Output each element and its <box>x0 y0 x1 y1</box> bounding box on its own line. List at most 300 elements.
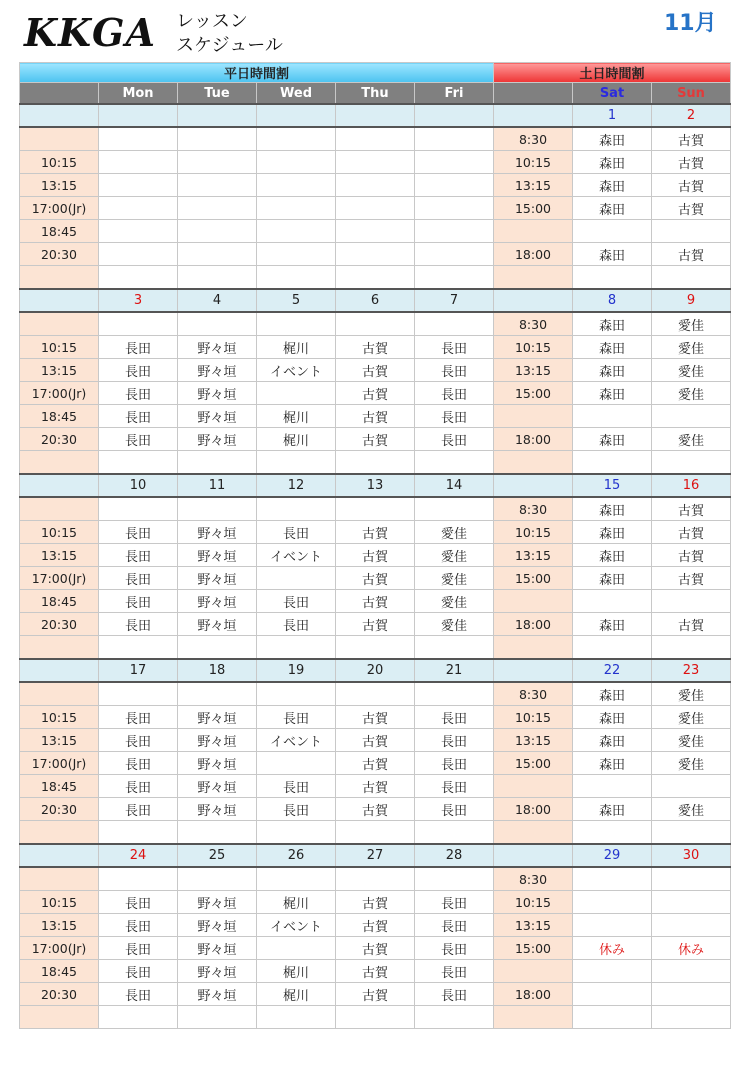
subtitle-line-2: スケジュール <box>176 35 283 56</box>
weekday-time-cell: 10:15 <box>20 336 99 359</box>
weekend-time-cell <box>494 590 573 613</box>
day-of-week-row <box>20 83 731 105</box>
time-slot-row <box>20 891 731 914</box>
instructor-cell <box>336 127 415 151</box>
weekend-time-cell <box>494 636 573 660</box>
weekend-time-cell: 8:30 <box>494 127 573 151</box>
weekend-time-cell <box>494 220 573 243</box>
dow-mon: Mon <box>99 83 178 105</box>
time-slot-row <box>20 220 731 243</box>
sun-instructor-cell <box>652 867 731 891</box>
sat-instructor-cell: 森田 <box>573 567 652 590</box>
weekend-time-cell: 10:15 <box>494 151 573 174</box>
sun-instructor-cell <box>652 636 731 660</box>
instructor-cell <box>178 636 257 660</box>
instructor-cell: 野々垣 <box>178 729 257 752</box>
time-slot-row <box>20 151 731 174</box>
sun-instructor-cell <box>652 891 731 914</box>
instructor-cell <box>257 821 336 845</box>
sun-instructor-cell: 愛佳 <box>652 682 731 706</box>
instructor-cell: 長田 <box>257 521 336 544</box>
sun-instructor-cell: 古賀 <box>652 497 731 521</box>
instructor-cell: 長田 <box>415 729 494 752</box>
date-cell: 17 <box>99 659 178 682</box>
weekend-time-cell: 8:30 <box>494 867 573 891</box>
weekday-time-cell: 18:45 <box>20 960 99 983</box>
sun-instructor-cell: 愛佳 <box>652 798 731 821</box>
date-cell: 30 <box>652 844 731 867</box>
instructor-cell <box>99 497 178 521</box>
sun-instructor-cell: 古賀 <box>652 243 731 266</box>
instructor-cell: 野々垣 <box>178 590 257 613</box>
schedule-title <box>176 10 283 58</box>
instructor-cell <box>336 867 415 891</box>
sat-instructor-cell: 森田 <box>573 197 652 220</box>
date-cell: 11 <box>178 474 257 497</box>
sun-instructor-cell <box>652 451 731 475</box>
instructor-cell: 梶川 <box>257 405 336 428</box>
time-slot-row <box>20 312 731 336</box>
instructor-cell: 古賀 <box>336 567 415 590</box>
instructor-cell: 野々垣 <box>178 983 257 1006</box>
instructor-cell <box>336 243 415 266</box>
instructor-cell <box>336 220 415 243</box>
weekend-time-cell: 15:00 <box>494 197 573 220</box>
date-cell <box>494 289 573 312</box>
instructor-cell: 長田 <box>99 405 178 428</box>
instructor-cell: 野々垣 <box>178 775 257 798</box>
time-slot-row <box>20 775 731 798</box>
weekend-time-cell: 15:00 <box>494 937 573 960</box>
date-cell <box>494 844 573 867</box>
instructor-cell <box>415 243 494 266</box>
sat-instructor-cell: 森田 <box>573 682 652 706</box>
instructor-cell: 長田 <box>99 937 178 960</box>
sat-instructor-cell: 森田 <box>573 798 652 821</box>
sat-instructor-cell <box>573 775 652 798</box>
instructor-cell <box>178 867 257 891</box>
instructor-cell: 愛佳 <box>415 590 494 613</box>
instructor-cell <box>178 1006 257 1029</box>
instructor-cell: 長田 <box>99 521 178 544</box>
instructor-cell <box>257 197 336 220</box>
instructor-cell: 野々垣 <box>178 937 257 960</box>
weekend-time-cell: 10:15 <box>494 336 573 359</box>
instructor-cell: 古賀 <box>336 983 415 1006</box>
instructor-cell <box>99 174 178 197</box>
dow-fri: Fri <box>415 83 494 105</box>
instructor-cell: 長田 <box>99 613 178 636</box>
instructor-cell: 野々垣 <box>178 613 257 636</box>
weekend-time-cell: 13:15 <box>494 914 573 937</box>
sun-instructor-cell: 休み <box>652 937 731 960</box>
time-slot-row <box>20 451 731 475</box>
instructor-cell: 野々垣 <box>178 428 257 451</box>
sat-instructor-cell <box>573 983 652 1006</box>
instructor-cell: 古賀 <box>336 590 415 613</box>
date-cell: 24 <box>99 844 178 867</box>
instructor-cell: 野々垣 <box>178 567 257 590</box>
instructor-cell <box>415 682 494 706</box>
instructor-cell: 長田 <box>415 405 494 428</box>
sat-instructor-cell: 森田 <box>573 613 652 636</box>
sun-instructor-cell: 愛佳 <box>652 752 731 775</box>
sat-instructor-cell: 森田 <box>573 706 652 729</box>
weekday-time-cell <box>20 451 99 475</box>
date-cell <box>178 104 257 127</box>
date-cell <box>99 104 178 127</box>
instructor-cell: 古賀 <box>336 428 415 451</box>
instructor-cell: 古賀 <box>336 359 415 382</box>
sun-instructor-cell: 愛佳 <box>652 359 731 382</box>
instructor-cell: 長田 <box>415 382 494 405</box>
instructor-cell <box>415 497 494 521</box>
date-cell: 23 <box>652 659 731 682</box>
dow-tue: Tue <box>178 83 257 105</box>
sat-instructor-cell <box>573 914 652 937</box>
sun-instructor-cell: 愛佳 <box>652 428 731 451</box>
sat-instructor-cell: 森田 <box>573 382 652 405</box>
sat-instructor-cell: 森田 <box>573 127 652 151</box>
instructor-cell: イベント <box>257 544 336 567</box>
weekday-time-cell: 10:15 <box>20 521 99 544</box>
date-cell: 16 <box>652 474 731 497</box>
time-slot-row <box>20 914 731 937</box>
weekday-time-cell <box>20 1006 99 1029</box>
weekday-time-cell: 18:45 <box>20 590 99 613</box>
time-slot-row <box>20 960 731 983</box>
weekend-time-cell: 15:00 <box>494 382 573 405</box>
instructor-cell: 古賀 <box>336 706 415 729</box>
instructor-cell: 野々垣 <box>178 359 257 382</box>
dow-thu: Thu <box>336 83 415 105</box>
instructor-cell <box>336 821 415 845</box>
weekday-time-cell: 18:45 <box>20 405 99 428</box>
weekday-time-cell <box>20 867 99 891</box>
date-cell: 19 <box>257 659 336 682</box>
time-slot-row <box>20 798 731 821</box>
weekend-time-cell <box>494 1006 573 1029</box>
sun-instructor-cell <box>652 775 731 798</box>
instructor-cell: 長田 <box>99 359 178 382</box>
kkga-logo: KKGA <box>24 10 156 55</box>
instructor-cell: イベント <box>257 729 336 752</box>
weekday-time-cell <box>20 497 99 521</box>
instructor-cell: 長田 <box>99 775 178 798</box>
instructor-cell: 長田 <box>415 706 494 729</box>
date-row-blank <box>20 289 99 312</box>
date-cell: 15 <box>573 474 652 497</box>
date-cell: 22 <box>573 659 652 682</box>
time-slot-row <box>20 613 731 636</box>
weekend-time-cell <box>494 775 573 798</box>
instructor-cell <box>257 243 336 266</box>
instructor-cell <box>257 867 336 891</box>
instructor-cell: 古賀 <box>336 382 415 405</box>
instructor-cell <box>178 497 257 521</box>
date-cell <box>494 474 573 497</box>
weekday-time-cell: 10:15 <box>20 151 99 174</box>
weekend-time-cell: 13:15 <box>494 174 573 197</box>
weekday-time-cell <box>20 127 99 151</box>
instructor-cell <box>257 752 336 775</box>
sat-instructor-cell: 森田 <box>573 359 652 382</box>
weekend-time-cell: 10:15 <box>494 521 573 544</box>
sat-instructor-cell: 森田 <box>573 174 652 197</box>
weekday-time-cell: 10:15 <box>20 891 99 914</box>
instructor-cell: 長田 <box>99 983 178 1006</box>
weekday-time-cell: 20:30 <box>20 428 99 451</box>
instructor-cell: 長田 <box>257 775 336 798</box>
sun-instructor-cell <box>652 1006 731 1029</box>
instructor-cell <box>99 151 178 174</box>
instructor-cell <box>257 174 336 197</box>
instructor-cell <box>99 243 178 266</box>
time-slot-row <box>20 243 731 266</box>
instructor-cell <box>99 127 178 151</box>
instructor-cell <box>178 127 257 151</box>
instructor-cell <box>178 197 257 220</box>
date-cell <box>494 104 573 127</box>
sun-instructor-cell: 愛佳 <box>652 382 731 405</box>
instructor-cell <box>415 867 494 891</box>
instructor-cell <box>415 197 494 220</box>
date-cell: 29 <box>573 844 652 867</box>
sun-instructor-cell: 古賀 <box>652 544 731 567</box>
time-slot-row <box>20 405 731 428</box>
date-row <box>20 474 731 497</box>
date-cell: 10 <box>99 474 178 497</box>
time-slot-row <box>20 382 731 405</box>
instructor-cell: 長田 <box>415 428 494 451</box>
instructor-cell: 長田 <box>99 544 178 567</box>
sat-instructor-cell: 森田 <box>573 151 652 174</box>
instructor-cell: 古賀 <box>336 405 415 428</box>
instructor-cell: 長田 <box>415 914 494 937</box>
time-slot-row <box>20 937 731 960</box>
instructor-cell <box>178 682 257 706</box>
date-cell <box>257 104 336 127</box>
instructor-cell: 長田 <box>257 590 336 613</box>
instructor-cell: 古賀 <box>336 729 415 752</box>
instructor-cell: 長田 <box>99 382 178 405</box>
date-cell: 7 <box>415 289 494 312</box>
instructor-cell <box>257 567 336 590</box>
sun-instructor-cell: 古賀 <box>652 521 731 544</box>
time-slot-row <box>20 359 731 382</box>
schedule-body <box>20 104 731 1029</box>
instructor-cell <box>99 636 178 660</box>
date-row <box>20 844 731 867</box>
instructor-cell <box>257 220 336 243</box>
weekday-time-cell <box>20 312 99 336</box>
instructor-cell: 長田 <box>415 336 494 359</box>
time-slot-row <box>20 266 731 290</box>
weekday-time-cell: 17:00(Jr) <box>20 197 99 220</box>
instructor-cell <box>99 1006 178 1029</box>
date-cell <box>494 659 573 682</box>
sun-instructor-cell <box>652 983 731 1006</box>
date-cell: 4 <box>178 289 257 312</box>
sat-instructor-cell: 森田 <box>573 544 652 567</box>
sat-instructor-cell: 森田 <box>573 243 652 266</box>
weekday-time-cell: 20:30 <box>20 798 99 821</box>
time-slot-row <box>20 1006 731 1029</box>
instructor-cell: 古賀 <box>336 937 415 960</box>
sun-instructor-cell <box>652 266 731 290</box>
date-cell: 9 <box>652 289 731 312</box>
time-slot-row <box>20 706 731 729</box>
weekday-time-cell: 20:30 <box>20 983 99 1006</box>
instructor-cell <box>257 682 336 706</box>
sat-instructor-cell <box>573 590 652 613</box>
time-slot-row <box>20 521 731 544</box>
weekday-time-cell: 13:15 <box>20 174 99 197</box>
instructor-cell: 長田 <box>99 428 178 451</box>
weekday-time-cell <box>20 636 99 660</box>
instructor-cell <box>336 312 415 336</box>
instructor-cell: 古賀 <box>336 544 415 567</box>
page-header <box>0 0 750 62</box>
date-cell: 14 <box>415 474 494 497</box>
date-row <box>20 659 731 682</box>
sun-instructor-cell <box>652 821 731 845</box>
sun-instructor-cell <box>652 405 731 428</box>
instructor-cell <box>99 312 178 336</box>
instructor-cell: 古賀 <box>336 775 415 798</box>
time-slot-row <box>20 336 731 359</box>
instructor-cell <box>178 151 257 174</box>
instructor-cell <box>178 174 257 197</box>
date-row-blank <box>20 474 99 497</box>
sat-instructor-cell: 休み <box>573 937 652 960</box>
instructor-cell: 愛佳 <box>415 544 494 567</box>
instructor-cell: 長田 <box>415 798 494 821</box>
instructor-cell: 長田 <box>415 983 494 1006</box>
instructor-cell <box>336 451 415 475</box>
time-slot-row <box>20 428 731 451</box>
weekend-time-cell: 18:00 <box>494 983 573 1006</box>
instructor-cell: 野々垣 <box>178 521 257 544</box>
dow-weekend-time <box>494 83 573 105</box>
date-row-blank <box>20 844 99 867</box>
weekday-time-cell: 13:15 <box>20 914 99 937</box>
weekend-time-cell <box>494 405 573 428</box>
instructor-cell <box>99 821 178 845</box>
instructor-cell: 長田 <box>99 798 178 821</box>
instructor-cell <box>336 174 415 197</box>
weekend-time-cell: 15:00 <box>494 567 573 590</box>
sun-instructor-cell: 愛佳 <box>652 729 731 752</box>
weekday-schedule-header: 平日時間割 <box>20 63 494 83</box>
sat-instructor-cell <box>573 821 652 845</box>
instructor-cell <box>257 451 336 475</box>
instructor-cell <box>415 266 494 290</box>
sat-instructor-cell: 森田 <box>573 336 652 359</box>
dow-wed: Wed <box>257 83 336 105</box>
date-cell: 25 <box>178 844 257 867</box>
date-cell: 20 <box>336 659 415 682</box>
time-slot-row <box>20 567 731 590</box>
weekday-time-cell: 17:00(Jr) <box>20 937 99 960</box>
weekend-time-cell <box>494 960 573 983</box>
instructor-cell <box>257 1006 336 1029</box>
instructor-cell <box>99 197 178 220</box>
instructor-cell <box>415 174 494 197</box>
sun-instructor-cell: 古賀 <box>652 567 731 590</box>
weekday-time-cell: 17:00(Jr) <box>20 567 99 590</box>
date-cell: 27 <box>336 844 415 867</box>
instructor-cell <box>336 682 415 706</box>
instructor-cell: 古賀 <box>336 336 415 359</box>
instructor-cell <box>415 312 494 336</box>
instructor-cell: 梶川 <box>257 891 336 914</box>
instructor-cell: イベント <box>257 914 336 937</box>
date-cell: 8 <box>573 289 652 312</box>
date-row <box>20 289 731 312</box>
instructor-cell <box>99 682 178 706</box>
date-row <box>20 104 731 127</box>
sat-instructor-cell <box>573 891 652 914</box>
time-slot-row <box>20 497 731 521</box>
time-slot-row <box>20 867 731 891</box>
instructor-cell: 野々垣 <box>178 405 257 428</box>
sun-instructor-cell: 古賀 <box>652 151 731 174</box>
weekend-time-cell <box>494 266 573 290</box>
instructor-cell: 古賀 <box>336 960 415 983</box>
instructor-cell: 長田 <box>99 729 178 752</box>
weekday-time-cell: 18:45 <box>20 775 99 798</box>
date-cell: 1 <box>573 104 652 127</box>
instructor-cell <box>257 127 336 151</box>
instructor-cell: 愛佳 <box>415 521 494 544</box>
sat-instructor-cell <box>573 636 652 660</box>
sun-instructor-cell: 愛佳 <box>652 336 731 359</box>
weekend-time-cell: 10:15 <box>494 706 573 729</box>
instructor-cell <box>178 220 257 243</box>
instructor-cell: 長田 <box>99 590 178 613</box>
date-cell: 6 <box>336 289 415 312</box>
instructor-cell: 長田 <box>99 960 178 983</box>
dow-sat: Sat <box>573 83 652 105</box>
instructor-cell: 長田 <box>257 798 336 821</box>
date-cell: 12 <box>257 474 336 497</box>
weekday-time-cell: 10:15 <box>20 706 99 729</box>
instructor-cell: 長田 <box>99 891 178 914</box>
instructor-cell: 古賀 <box>336 521 415 544</box>
weekday-time-cell <box>20 821 99 845</box>
time-slot-row <box>20 983 731 1006</box>
sun-instructor-cell: 愛佳 <box>652 706 731 729</box>
weekday-time-cell: 18:45 <box>20 220 99 243</box>
instructor-cell: 野々垣 <box>178 960 257 983</box>
weekday-time-cell: 17:00(Jr) <box>20 752 99 775</box>
subtitle-line-1: レッスン <box>176 11 248 32</box>
instructor-cell: 長田 <box>99 914 178 937</box>
instructor-cell <box>178 266 257 290</box>
instructor-cell <box>178 243 257 266</box>
time-slot-row <box>20 590 731 613</box>
weekday-time-cell: 13:15 <box>20 729 99 752</box>
instructor-cell: 長田 <box>99 336 178 359</box>
instructor-cell: 古賀 <box>336 914 415 937</box>
instructor-cell <box>257 636 336 660</box>
time-slot-row <box>20 729 731 752</box>
instructor-cell <box>99 867 178 891</box>
sat-instructor-cell: 森田 <box>573 729 652 752</box>
weekend-time-cell: 10:15 <box>494 891 573 914</box>
time-slot-row <box>20 636 731 660</box>
